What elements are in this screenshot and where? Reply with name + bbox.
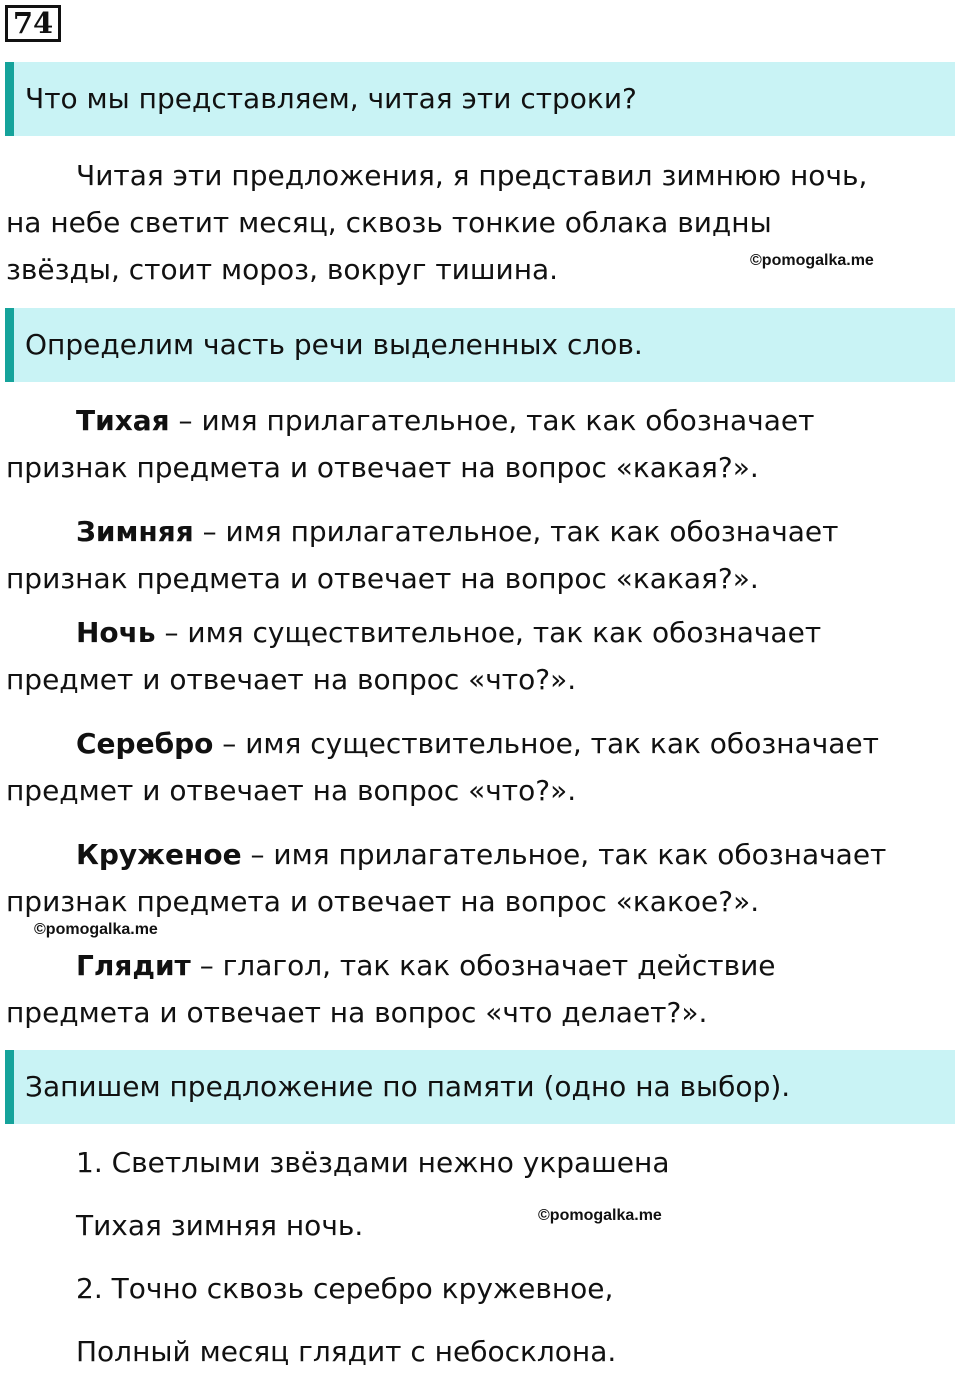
section-header-2: Определим часть речи выделенных слов.: [5, 308, 955, 382]
analysis-text: предмета и отвечает на вопрос «что делает?».: [6, 996, 708, 1029]
analysis-text: признак предмета и отвечает на вопрос «какая?».: [6, 562, 759, 595]
analysis-text: предмет и отвечает на вопрос «что?».: [6, 663, 577, 696]
analysis-text: предмет и отвечает на вопрос «что?».: [6, 774, 577, 807]
word-analysis-item: [6, 609, 906, 703]
answer-line: звёзды, стоит мороз, вокруг тишина.: [6, 253, 559, 286]
analysis-text: признак предмета и отвечает на вопрос «какая?».: [6, 451, 759, 484]
analyzed-word: Глядит: [76, 949, 191, 982]
analysis-text: – имя существительное, так как обозначает: [155, 616, 822, 649]
answer-paragraph: [6, 152, 906, 293]
poem-line: 2. Точно сквозь серебро кружевное,: [76, 1272, 614, 1305]
analyzed-word: Тихая: [76, 404, 170, 437]
answer-line: на небе светит месяц, сквозь тонкие облака видны: [6, 206, 772, 239]
analysis-text: – имя прилагательное, так как обозначает: [241, 838, 887, 871]
task-number: 74: [5, 5, 61, 42]
analysis-text: – имя прилагательное, так как обозначает: [169, 404, 815, 437]
word-analysis-item: [6, 397, 906, 491]
analyzed-word: Серебро: [76, 727, 214, 760]
watermark: ©pomogalka.me: [750, 252, 874, 269]
word-analysis-item: [6, 942, 906, 1036]
analysis-text: признак предмета и отвечает на вопрос «какое?».: [6, 885, 760, 918]
section-header-1: Что мы представляем, читая эти строки?: [5, 62, 955, 136]
section-header-3: Запишем предложение по памяти (одно на выбор).: [5, 1050, 955, 1124]
poem-line: Полный месяц глядит с небосклона.: [76, 1335, 617, 1368]
analyzed-word: Ночь: [76, 616, 156, 649]
answer-line: Читая эти предложения, я представил зимнюю ночь,: [76, 159, 868, 192]
analysis-text: – имя существительное, так как обозначает: [213, 727, 879, 760]
analysis-text: – имя прилагательное, так как обозначает: [193, 515, 839, 548]
poem-line: Тихая зимняя ночь.: [76, 1209, 364, 1242]
word-analysis-item: [6, 831, 906, 925]
analysis-text: – глагол, так как обозначает действие: [190, 949, 776, 982]
poem-line: 1. Светлыми звёздами нежно украшена: [76, 1146, 670, 1179]
analyzed-word: Зимняя: [76, 515, 194, 548]
word-analysis-item: [6, 720, 906, 814]
word-analysis-item: [6, 508, 906, 602]
watermark: ©pomogalka.me: [538, 1207, 662, 1224]
watermark: ©pomogalka.me: [34, 921, 158, 938]
analyzed-word: Круженое: [76, 838, 242, 871]
